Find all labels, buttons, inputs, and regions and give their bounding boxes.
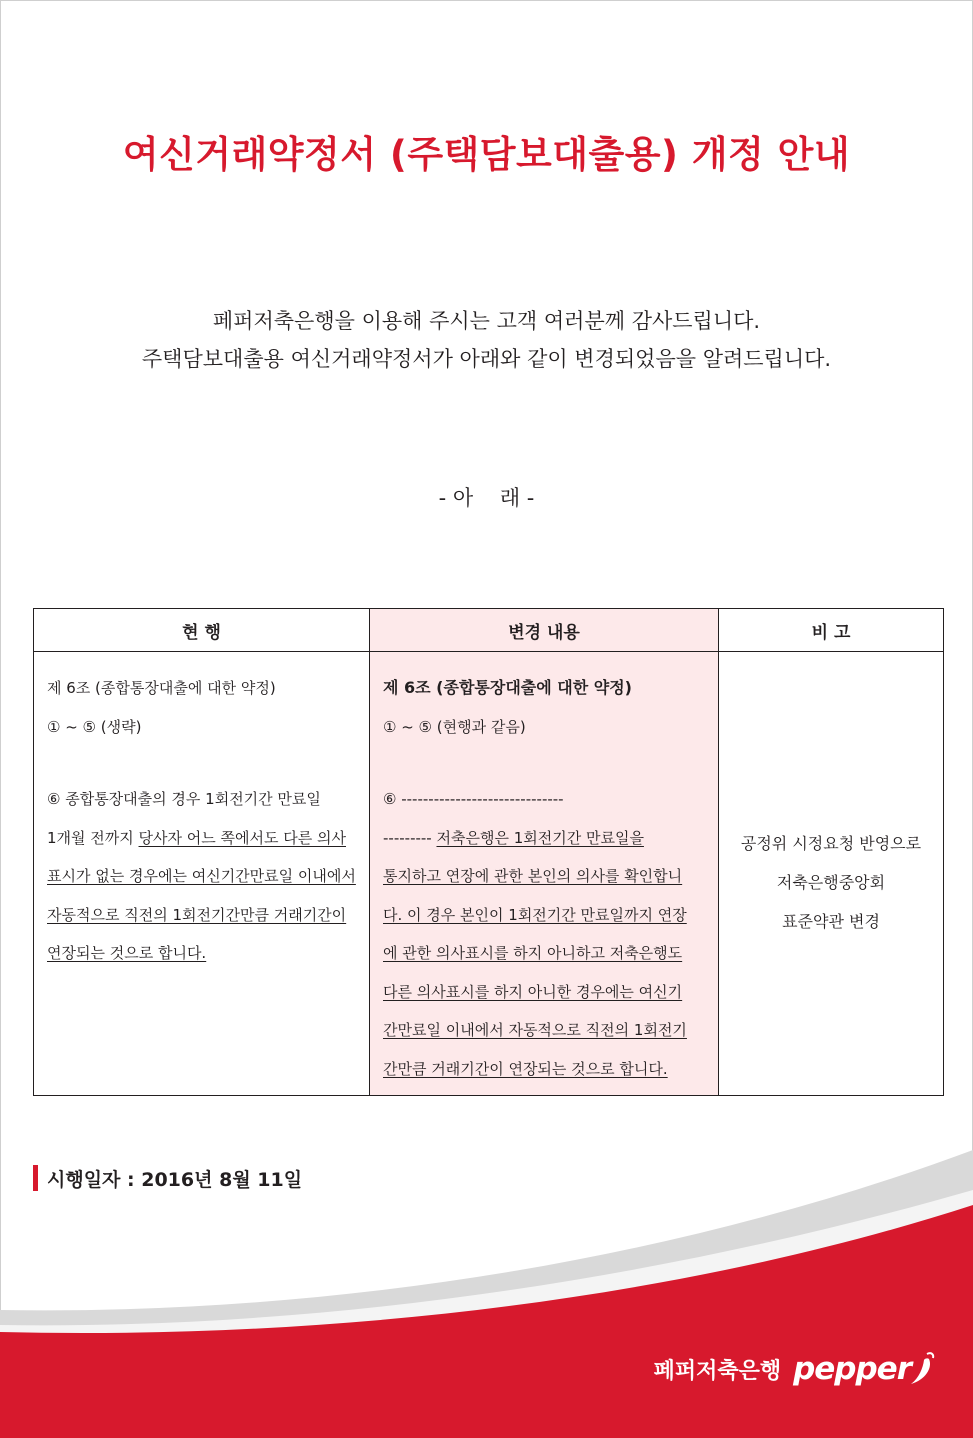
- current-item6-line: [47, 864, 359, 903]
- effective-date-text: 시행일자 : 2016년 8월 11일: [47, 1168, 303, 1191]
- note-line: 표준약관 변경: [782, 912, 880, 931]
- spacer: [383, 753, 708, 787]
- changed-item6-line: [383, 941, 708, 980]
- effective-date: [33, 1164, 302, 1192]
- changed-item6-line: [383, 826, 708, 865]
- current-item6-line: [47, 826, 359, 865]
- current-items-1-5: ① ~ ⑤ (생략): [47, 717, 142, 736]
- header-current: 현 행: [34, 609, 370, 652]
- intro-line-2: 주택담보대출용 여신거래약정서가 아래와 같이 변경되었음을 알려드립니다.: [141, 347, 832, 371]
- intro-line-1: 페퍼저축은행을 이용해 주시는 고객 여러분께 감사드립니다.: [212, 309, 761, 333]
- underlined-text: 표시가 없는 경우에는 여신기간만료일 이내에서: [47, 867, 356, 885]
- bank-name: 페퍼저축은행: [653, 1358, 782, 1384]
- note-cell: [719, 652, 944, 1096]
- chili-pepper-icon: [907, 1350, 935, 1388]
- plain-text: ⑥ ------------------------------: [383, 790, 564, 808]
- underlined-text: 간만큼 거래기간이 연장되는 것으로 합니다.: [383, 1059, 668, 1078]
- underlined-text: 다. 이 경우 본인이 1회전기간 만료일까지 연장: [383, 905, 687, 924]
- plain-text: ⑥ 종합통장대출의 경우 1회전기간 만료일: [47, 790, 321, 808]
- changed-items-1-5: ① ~ ⑤ (현행과 같음): [383, 717, 526, 736]
- changed-item6-line: [383, 980, 708, 1019]
- current-article: 제 6조 (종합통장대출에 대한 약정): [47, 679, 276, 697]
- plain-text: ---------: [383, 828, 437, 847]
- current-item6-line: [47, 903, 359, 942]
- header-note: 비 고: [719, 609, 944, 652]
- footer-wave: [0, 1150, 973, 1438]
- underlined-text: 통지하고 연장에 관한 본인의 의사를 확인합니: [383, 867, 683, 885]
- changed-item6-line: [383, 903, 708, 942]
- spacer: [47, 753, 359, 787]
- current-cell: [34, 652, 370, 1096]
- changed-item6-line: [383, 1057, 708, 1096]
- changed-article: 제 6조 (종합통장대출에 대한 약정): [383, 678, 632, 697]
- underlined-text: 저축은행은 1회전기간 만료일을: [436, 828, 644, 847]
- header-changed: 변경 내용: [370, 609, 719, 652]
- date-marker-bar: [33, 1165, 38, 1191]
- comparison-table: [33, 608, 944, 1096]
- footer-brand: [654, 1350, 935, 1388]
- underlined-text: 에 관한 의사표시를 하지 아니하고 저축은행도: [383, 944, 683, 962]
- underlined-text: 자동적으로 직전의 1회전기간만큼 거래기간이: [47, 905, 347, 924]
- note-line: 공정위 시정요청 반영으로: [740, 834, 922, 853]
- changed-item6-line: [383, 787, 708, 826]
- table-header-row: [34, 609, 944, 652]
- table-row: [34, 652, 944, 1096]
- current-item6-line: [47, 941, 359, 980]
- underlined-text: 간만료일 이내에서 자동적으로 직전의 1회전기: [383, 1021, 687, 1039]
- page-title: 여신거래약정서 (주택담보대출용) 개정 안내: [122, 133, 851, 176]
- underlined-text: 다른 의사표시를 하지 아니한 경우에는 여신기: [383, 982, 683, 1001]
- changed-item6-line: [383, 864, 708, 903]
- pepper-logo-text: pepper: [793, 1351, 911, 1387]
- changed-item6-line: [383, 1018, 708, 1057]
- below-label: - 아 래 -: [438, 486, 535, 510]
- intro-text: [0, 302, 973, 378]
- plain-text: 1개월 전까지: [47, 828, 139, 847]
- current-item6-line: [47, 787, 359, 826]
- underlined-text: 당사자 어느 쪽에서도 다른 의사: [138, 828, 346, 847]
- note-line: 저축은행중앙회: [776, 873, 886, 892]
- underlined-text: 연장되는 것으로 합니다.: [47, 944, 207, 962]
- changed-cell: [370, 652, 719, 1096]
